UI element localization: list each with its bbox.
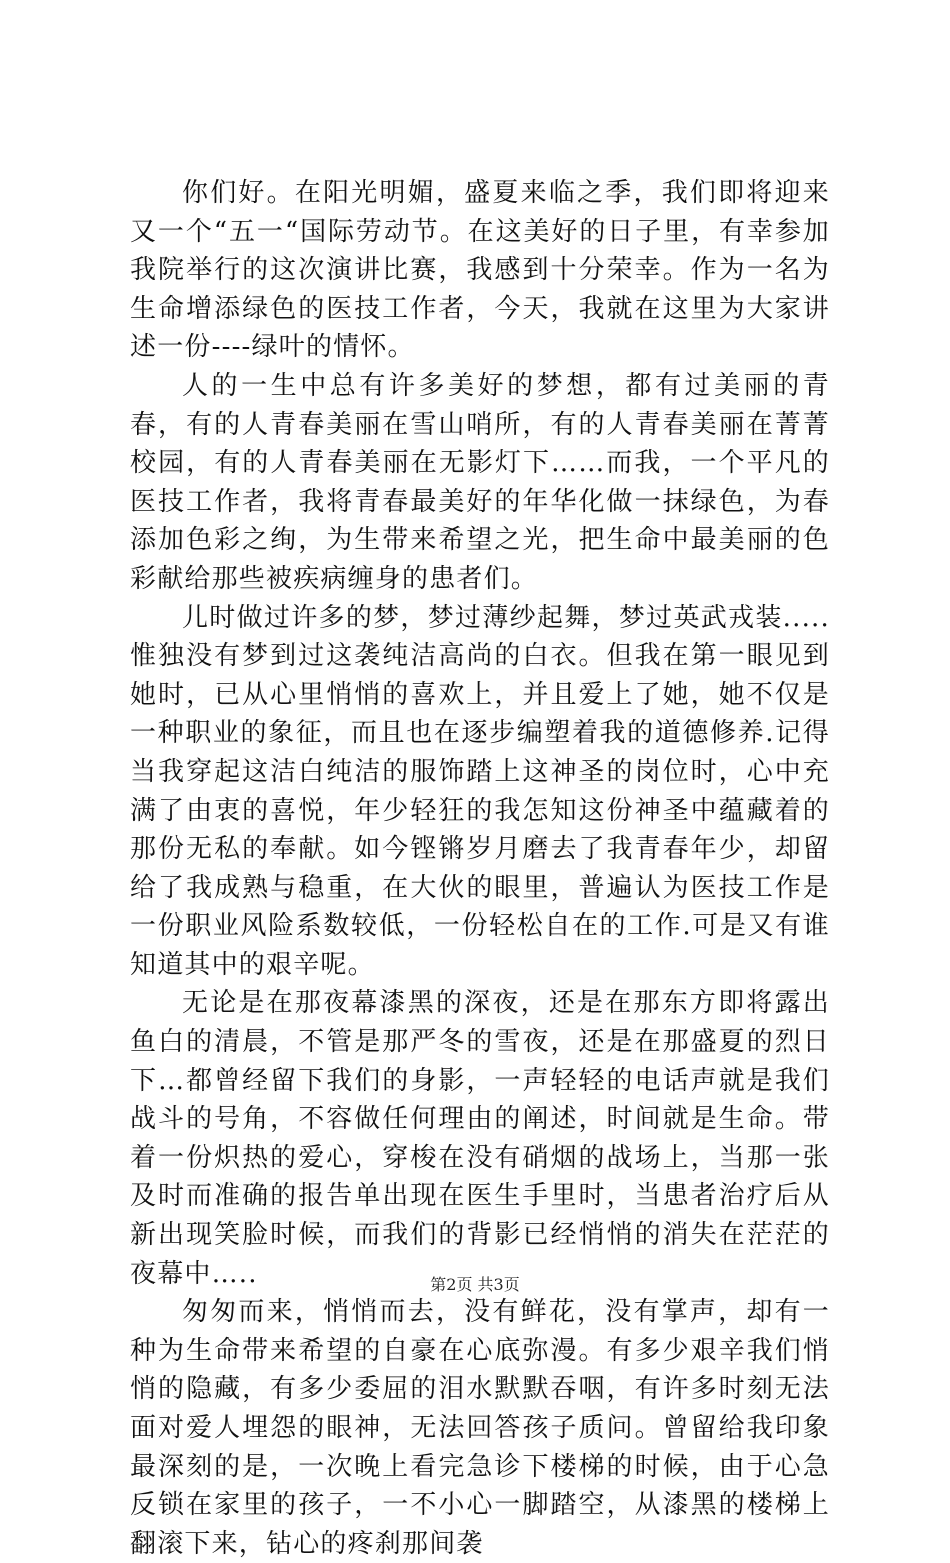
paragraph-1: 你们好。在阳光明媚，盛夏来临之季，我们即将迎来又一个“五一“国际劳动节。在这美好的日子里，有幸参加我院举行的这次演讲比赛，我感到十分荣幸。作为一名为生命增添绿色的医技工作者，今天，我就在这里为大家讲述一份----绿叶的情怀。 <box>130 178 830 363</box>
paragraph-4: 无论是在那夜幕漆黑的深夜，还是在那东方即将露出鱼白的清晨，不管是那严冬的雪夜，还是在那盛夏的烈日下…都曾经留下我们的身影，一声轻轻的电话声就是我们战斗的号角，不容做任何理由的阐述，时间就是生命。带着一份炽热的爱心，穿梭在没有硝烟的战场上，当那一张及时而准确的报告单出现在医生手里时，当患者治疗后从新出现笑脸时候，而我们的背影已经悄悄的消失在茫茫的夜幕中….. <box>130 988 830 1289</box>
page-number-footer: 第2页 共3页 <box>430 1275 520 1294</box>
document-body <box>130 174 830 1563</box>
paragraph-2: 人的一生中总有许多美好的梦想，都有过美丽的青春，有的人青春美丽在雪山哨所，有的人青春美丽在菁菁校园，有的人青春美丽在无影灯下……而我，一个平凡的医技工作者，我将青春最美好的年华化做一抹绿色，为春添加色彩之绚，为生带来希望之光，把生命中最美丽的色彩献给那些被疾病缠身的患者们。 <box>130 370 830 594</box>
paragraph-3: 儿时做过许多的梦，梦过薄纱起舞，梦过英武戎装.....惟独没有梦到过这袭纯洁高尚的白衣。但我在第一眼见到她时，已从心里悄悄的喜欢上，并且爱上了她，她不仅是一种职业的象征，而且也在逐步编塑着我的道德修养.记得当我穿起这洁白纯洁的服饰踏上这神圣的岗位时，心中充满了由衷的喜悦，年少轻狂的我怎知这份神圣中蕴藏着的那份无私的奉献。如今铿锵岁月磨去了我青春年少，却留给了我成熟与稳重，在大伙的眼里，普遍认为医技工作是一份职业风险系数较低，一份轻松自在的工作.可是又有谁知道其中的艰辛呢。 <box>130 602 830 980</box>
paragraph-5: 匆匆而来，悄悄而去，没有鲜花，没有掌声，却有一种为生命带来希望的自豪在心底弥漫。有多少艰辛我们悄悄的隐藏，有多少委屈的泪水默默吞咽，有许多时刻无法面对爱人埋怨的眼神，无法回答孩子质问。曾留给我印象最深刻的是，一次晚上看完急诊下楼梯的时候，由于心急反锁在家里的孩子，一不小心一脚踏空，从漆黑的楼梯上翻滚下来，钻心的疼刹那间袭 <box>130 1297 830 1559</box>
